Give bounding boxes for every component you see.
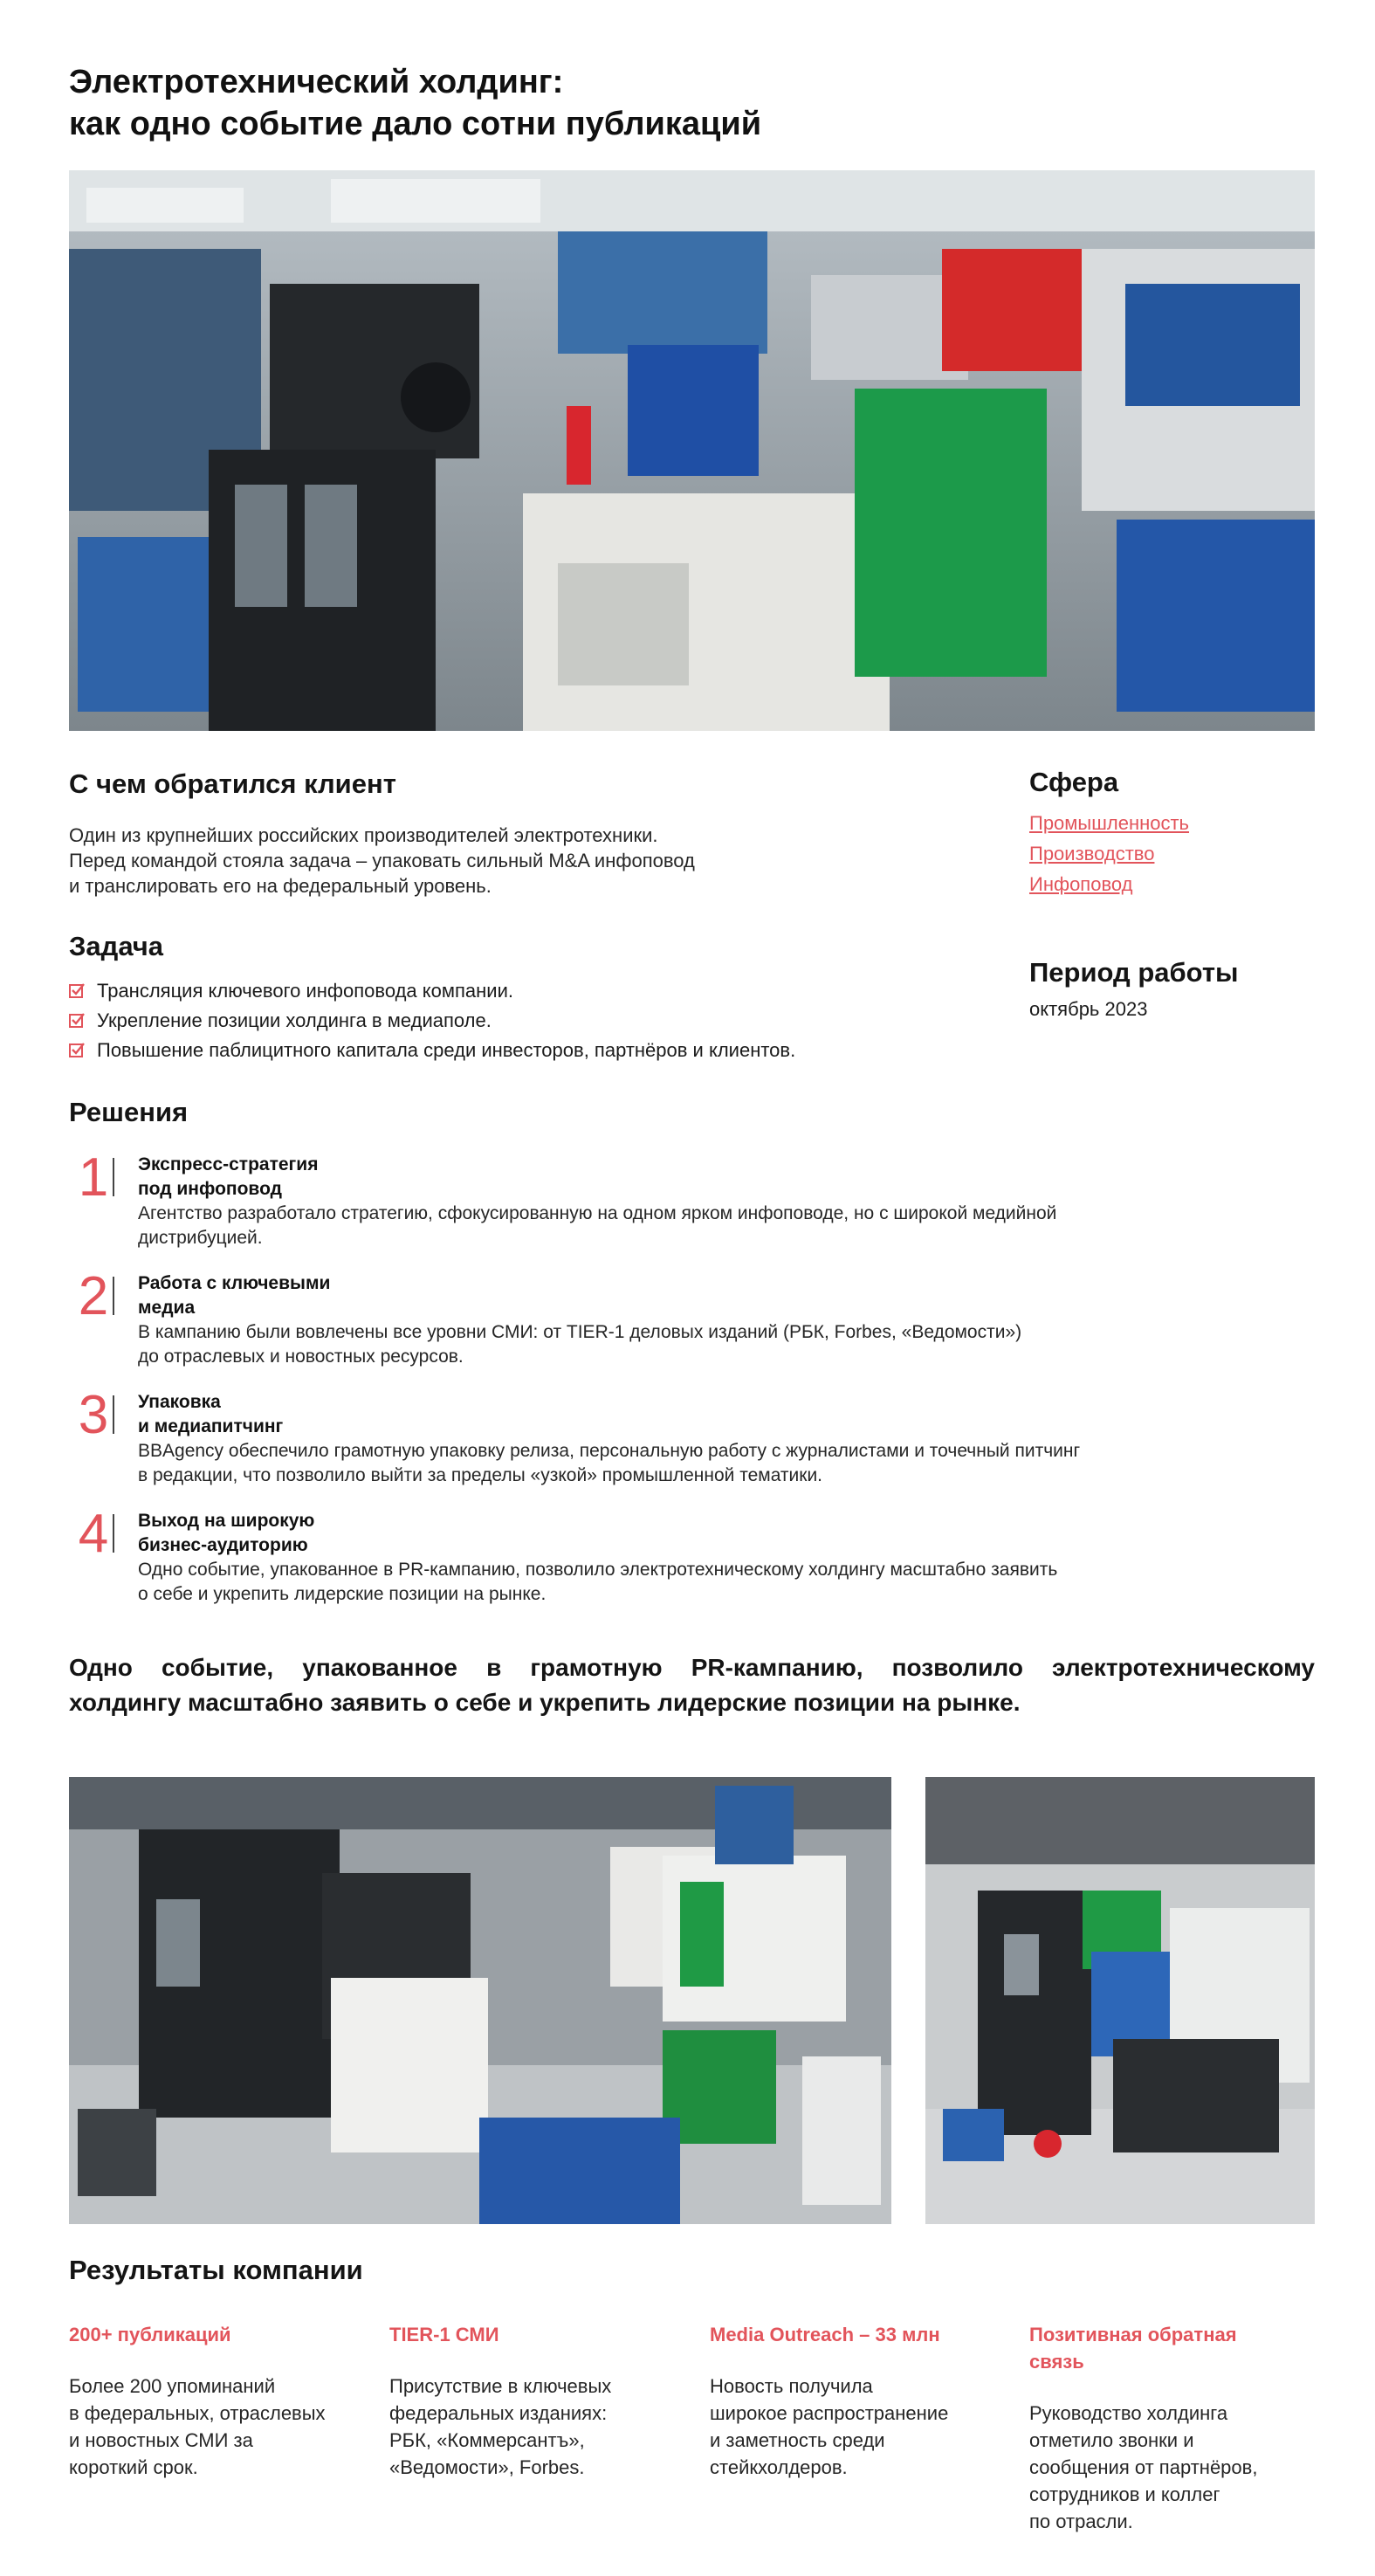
tag-link-industry[interactable]: Промышленность <box>1029 812 1190 834</box>
sphere-heading: Сфера <box>1029 767 1119 797</box>
solution-number: 1 <box>78 1147 109 1208</box>
checkbox-icon <box>69 1042 85 1057</box>
case-page <box>69 0 1315 2576</box>
solution-title: Работа с ключевыми медиа <box>138 1273 331 1318</box>
checkbox-icon <box>69 982 85 998</box>
divider <box>113 1514 114 1553</box>
task-heading: Задача <box>69 931 164 961</box>
checkbox-icon <box>69 1012 85 1028</box>
solution-description: В кампанию были вовлечены все уровни СМИ: от TIER-1 деловых изданий (РБК, Forbes, «Ведомости») до отраслевых и новостных ресурсов. <box>138 1322 1022 1367</box>
workshop-photo-icon <box>925 1777 1315 2224</box>
solution-title: Выход на широкую бизнес-аудиторию <box>138 1511 315 1555</box>
result-body: Присутствие в ключевых федеральных изданиях: РБК, «Коммерсантъ», «Ведомости», Forbes. <box>389 2375 612 2478</box>
solution-description: Агентство разработало стратегию, сфокусированную на одном ярком инфоповоде, но с широкой медийной дистрибуцией. <box>138 1203 1057 1248</box>
result-title: TIER-1 СМИ <box>389 2324 499 2345</box>
result-card <box>69 2321 348 2481</box>
tag-link-production[interactable]: Производство <box>1029 843 1155 864</box>
solutions-heading: Решения <box>69 1097 189 1127</box>
result-title: Позитивная обратная связь <box>1029 2324 1237 2373</box>
solution-title: Экспресс-стратегия под инфоповод <box>138 1154 319 1199</box>
factory-floor-photo-icon <box>69 170 1315 731</box>
task-list <box>69 976 795 1065</box>
result-title: 200+ публикаций <box>69 2324 231 2345</box>
sphere-tags <box>1029 808 1189 899</box>
page-title: Электротехнический холдинг: как одно событие дало сотни публикаций <box>69 64 762 142</box>
divider <box>113 1158 114 1196</box>
divider <box>113 1395 114 1434</box>
result-body: Более 200 упоминаний в федеральных, отраслевых и новостных СМИ за короткий срок. <box>69 2375 326 2478</box>
result-body: Новость получила широкое распространение и заметность среди стейкхолдеров. <box>710 2375 949 2478</box>
summary-quote: Одно событие, упакованное в грамотную PR-кампанию, позволило электротехническому холдингу масштабно заявить о себе и укрепить лидерские позиции на рынке. <box>69 1654 1315 1716</box>
solution-title: Упаковка и медиапитчинг <box>138 1392 284 1436</box>
tag-link-news[interactable]: Инфоповод <box>1029 873 1133 895</box>
period-value: октябрь 2023 <box>1029 998 1148 1020</box>
machine-hall-photo-icon <box>69 1777 891 2224</box>
result-card <box>710 2321 989 2481</box>
solution-number: 3 <box>78 1385 109 1445</box>
results-heading: Результаты компании <box>69 2255 363 2285</box>
gallery-image-2 <box>925 1777 1315 2224</box>
divider <box>113 1277 114 1315</box>
solution-description: BBAgency обеспечило грамотную упаковку релиза, персональную работу с журналистами и точечный питчинг в редакции, что позволило выйти за пределы «узкой» промышленной тематики. <box>138 1441 1081 1485</box>
hero-image <box>69 170 1315 731</box>
list-item: Трансляция ключевого инфоповода компании. <box>69 976 795 1006</box>
solution-number: 4 <box>78 1504 109 1564</box>
result-card <box>1029 2321 1309 2535</box>
result-title: Media Outreach – 33 млн <box>710 2324 940 2345</box>
period-heading: Период работы <box>1029 957 1239 988</box>
gallery-image-1 <box>69 1777 891 2224</box>
client-description: Один из крупнейших российских производителей электротехники. Перед командой стояла задача – упаковать сильный M&A инфоповод и транслировать его на федеральный уровень. <box>69 824 695 897</box>
solution-description: Одно событие, упакованное в PR-кампанию, позволило электротехническому холдингу масштабно заявить о себе и укрепить лидерские позиции на рынке. <box>138 1560 1058 1604</box>
result-card <box>389 2321 669 2481</box>
list-item: Укрепление позиции холдинга в медиаполе. <box>69 1006 795 1036</box>
list-item: Повышение паблицитного капитала среди инвесторов, партнёров и клиентов. <box>69 1036 795 1065</box>
client-heading: С чем обратился клиент <box>69 768 396 799</box>
solution-number: 2 <box>78 1266 109 1326</box>
result-body: Руководство холдинга отметило звонки и сообщения от партнёров, сотрудников и коллег по отрасли. <box>1029 2402 1258 2532</box>
